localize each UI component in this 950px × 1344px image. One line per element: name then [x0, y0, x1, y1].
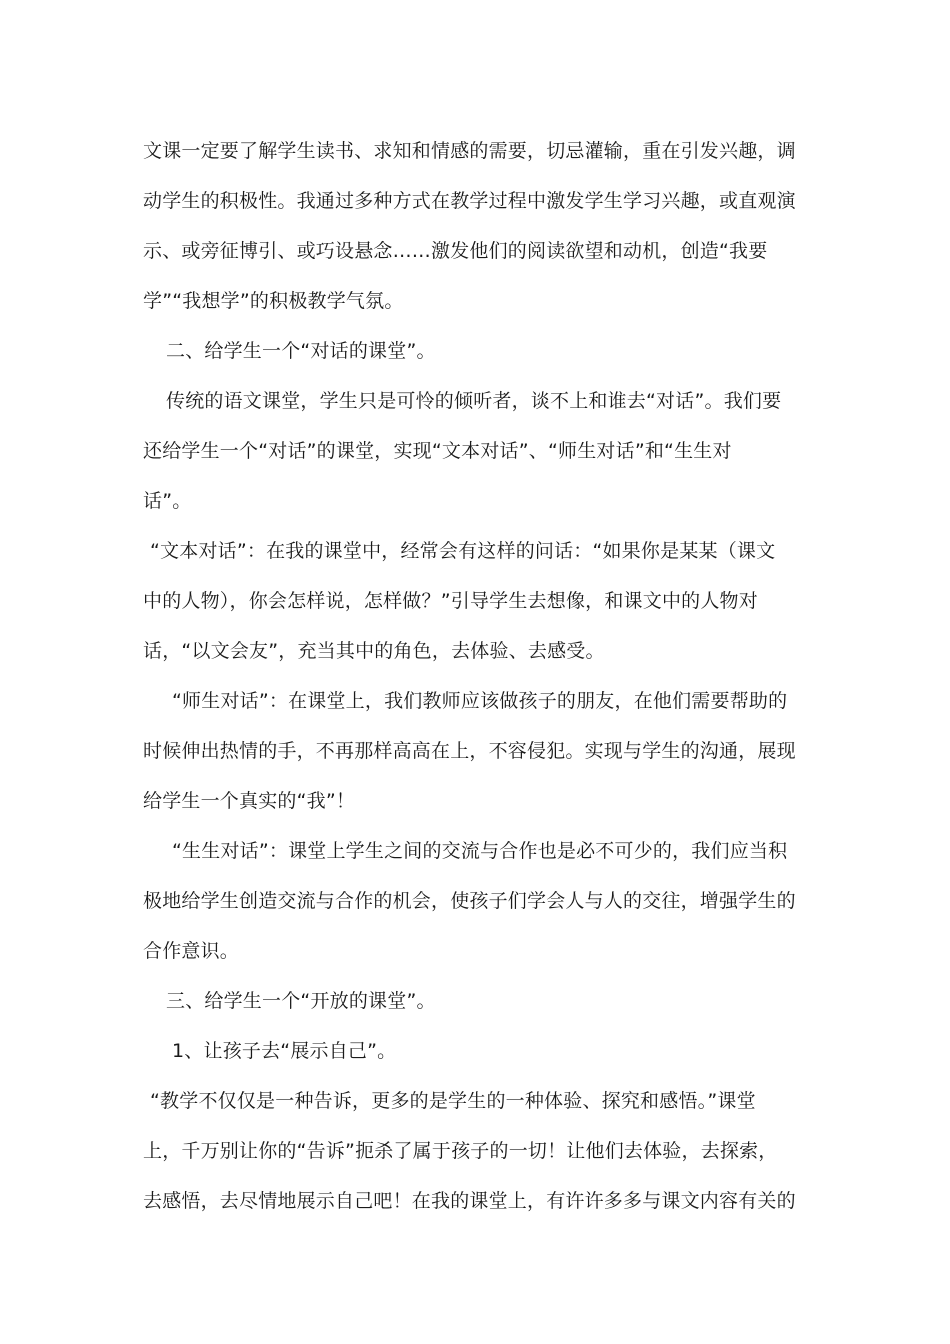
paragraph-line: 极地给学生创造交流与合作的机会，使孩子们学会人与人的交往，增强学生的 [143, 890, 796, 912]
paragraph-line: “教学不仅仅是一种告诉，更多的是学生的一种体验、探究和感悟。”课堂 [150, 1090, 756, 1112]
section-heading: 二、给学生一个“对话的课堂”。 [166, 340, 436, 362]
paragraph-line: 学”“我想学”的积极教学气氛。 [143, 290, 404, 312]
paragraph-line: 话，“以文会友”，充当其中的角色，去体验、去感受。 [143, 640, 605, 662]
paragraph-line: “生生对话”：课堂上学生之间的交流与合作也是必不可少的，我们应当积 [172, 840, 788, 862]
paragraph-line: 给学生一个真实的“我”！ [143, 790, 356, 812]
paragraph-line: 还给学生一个“对话”的课堂，实现“文本对话”、“师生对话”和“生生对 [143, 440, 732, 462]
subsection-heading: 1、让孩子去“展示自己”。 [172, 1040, 397, 1062]
paragraph-line: 动学生的积极性。我通过多种方式在教学过程中激发学生学习兴趣，或直观演 [143, 190, 796, 212]
paragraph-line: 中的人物），你会怎样说，怎样做？”引导学生去想像，和课文中的人物对 [143, 590, 758, 612]
paragraph-line: “文本对话”：在我的课堂中，经常会有这样的问话：“如果你是某某（课文 [150, 540, 776, 562]
paragraph-line: 时候伸出热情的手，不再那样高高在上，不容侵犯。实现与学生的沟通，展现 [143, 740, 796, 762]
paragraph-line: 示、或旁征博引、或巧设悬念……激发他们的阅读欲望和动机，创造“我要 [143, 240, 768, 262]
paragraph-line: 文课一定要了解学生读书、求知和情感的需要，切忌灌输，重在引发兴趣，调 [143, 140, 796, 162]
paragraph-line: 去感悟，去尽情地展示自己吧！在我的课堂上，有许许多多与课文内容有关的 [143, 1190, 796, 1212]
paragraph-line: 上，千万别让你的“告诉”扼杀了属于孩子的一切！让他们去体验，去探索， [143, 1140, 778, 1162]
paragraph-line: 传统的语文课堂，学生只是可怜的倾听者，谈不上和谁去“对话”。我们要 [166, 390, 782, 412]
paragraph-line: “师生对话”：在课堂上，我们教师应该做孩子的朋友，在他们需要帮助的 [172, 690, 788, 712]
section-heading: 三、给学生一个“开放的课堂”。 [166, 990, 436, 1012]
paragraph-line: 话”。 [143, 490, 192, 512]
paragraph-line: 合作意识。 [143, 940, 240, 962]
